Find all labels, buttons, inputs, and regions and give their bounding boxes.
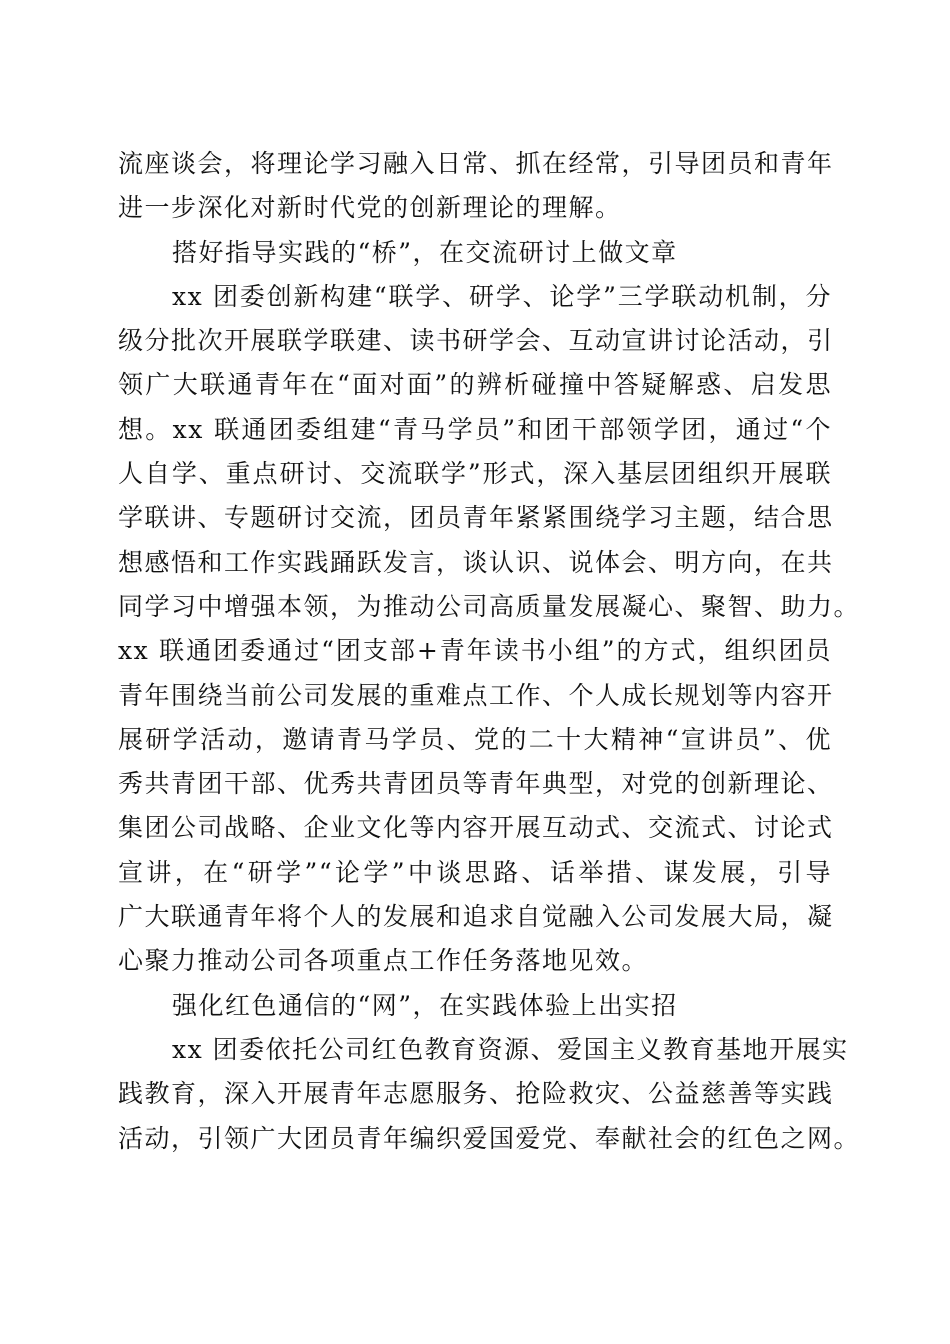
paragraph-line: 践教育，深入开展青年志愿服务、抢险救灾、公益慈善等实践 (118, 1079, 834, 1109)
paragraph-line: 领广大联通青年在“面对面”的辨析碰撞中答疑解惑、启发思 (118, 370, 832, 400)
paragraph-line: 青年围绕当前公司发展的重难点工作、个人成长规划等内容开 (118, 680, 834, 710)
paragraph-line: 学联讲、专题研讨交流，团员青年紧紧围绕学习主题，结合思 (118, 503, 834, 533)
paragraph-line: 人自学、重点研讨、交流联学”形式，深入基层团组织开展联 (118, 459, 832, 489)
paragraph-line: 广大联通青年将个人的发展和追求自觉融入公司发展大局，凝 (118, 902, 834, 932)
paragraph-line: 心聚力推动公司各项重点工作任务落地见效。 (118, 946, 649, 976)
paragraph-line: 同学习中增强本领，为推动公司高质量发展凝心、聚智、助力。 (118, 591, 861, 621)
paragraph-line: 进一步深化对新时代党的创新理论的理解。 (118, 193, 622, 223)
paragraph-line: xx 团委依托公司红色教育资源、爱国主义教育基地开展实 (172, 1034, 849, 1064)
paragraph-line: xx 团委创新构建“联学、研学、论学”三学联动机制，分 (172, 281, 832, 311)
document-body (118, 142, 861, 1161)
paragraph-line: 想感悟和工作实践踊跃发言，谈认识、说体会、明方向，在共 (118, 547, 834, 577)
paragraph-line: 秀共青团干部、优秀共青团员等青年典型，对党的创新理论、 (118, 769, 834, 799)
section-heading: 强化红色通信的“网”，在实践体验上出实招 (172, 990, 678, 1020)
paragraph-line: 想。xx 联通团委组建“青马学员”和团干部领学团，通过“个 (118, 414, 832, 444)
paragraph-line: 流座谈会，将理论学习融入日常、抓在经常，引导团员和青年 (118, 149, 834, 178)
section-heading: 搭好指导实践的“桥”，在交流研讨上做文章 (172, 237, 678, 267)
paragraph-line: 宣讲，在“研学”“论学”中谈思路、话举措、谋发展，引导 (118, 857, 832, 887)
paragraph-line: 活动，引领广大团员青年编织爱国爱党、奉献社会的红色之网。 (118, 1123, 861, 1153)
paragraph-line: 级分批次开展联学联建、读书研学会、互动宣讲讨论活动，引 (118, 326, 834, 356)
paragraph-line: xx 联通团委通过“团支部+青年读书小组”的方式，组织团员 (118, 636, 832, 666)
paragraph-line: 展研学活动，邀请青马学员、党的二十大精神“宣讲员”、优 (118, 724, 832, 754)
paragraph-line: 集团公司战略、企业文化等内容开展互动式、交流式、讨论式 (118, 813, 834, 843)
